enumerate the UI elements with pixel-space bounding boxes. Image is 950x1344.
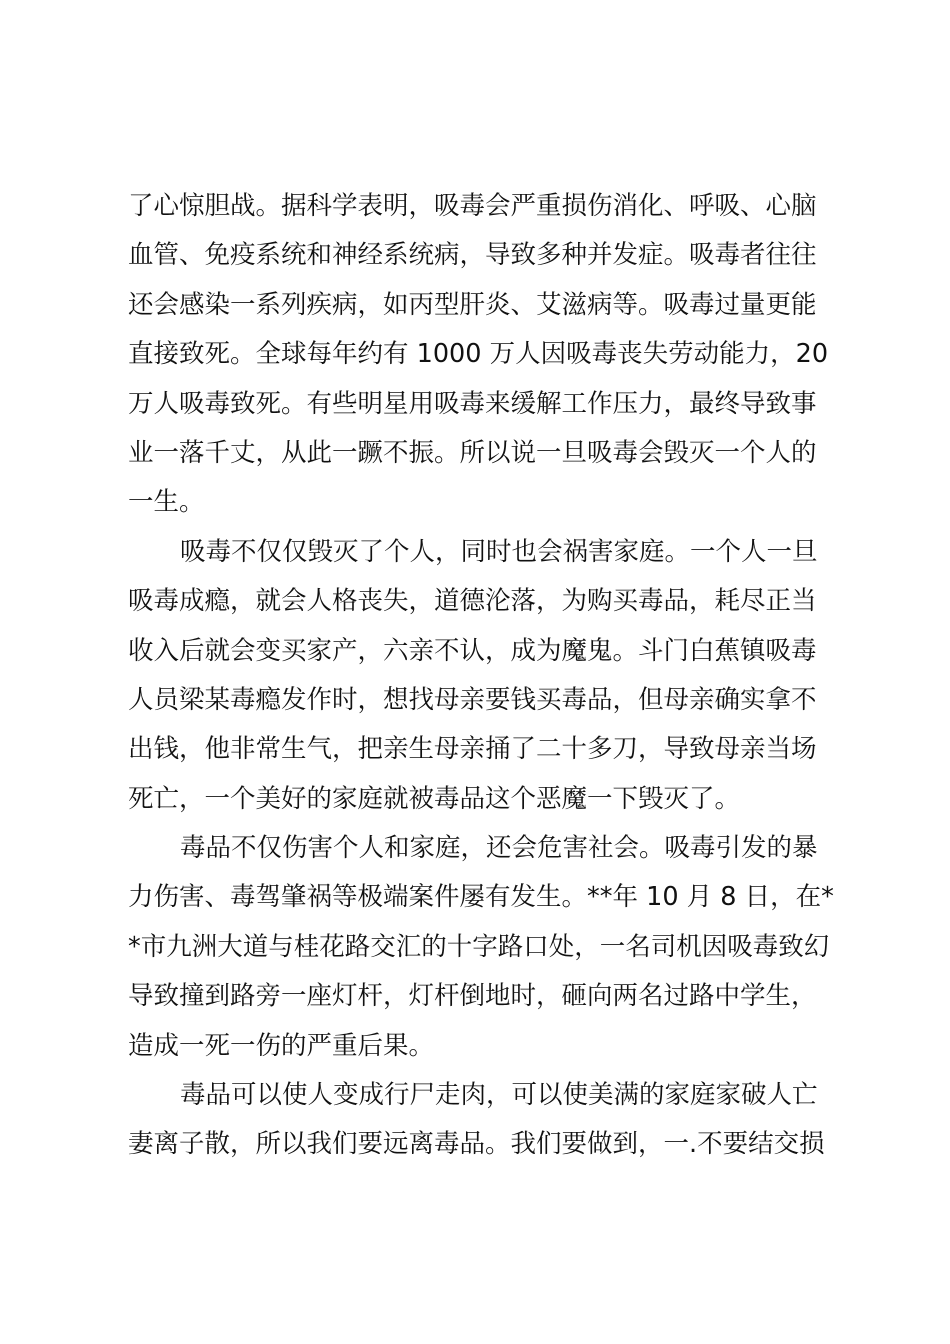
text-line: 妻离子散，所以我们要远离毒品。我们要做到，一.不要结交损	[128, 1129, 825, 1160]
text-line: 收入后就会变买家产，六亲不认，成为魔鬼。斗门白蕉镇吸毒	[128, 635, 817, 666]
paragraph-2	[128, 528, 830, 824]
paragraph-1	[128, 182, 830, 528]
text-line: 出钱，他非常生气，把亲生母亲捅了二十多刀，导致母亲当场	[128, 734, 817, 765]
paragraph-4	[128, 1071, 830, 1170]
text-line: 还会感染一系列疾病，如丙型肝炎、艾滋病等。吸毒过量更能	[128, 289, 817, 320]
text-line: 吸毒成瘾，就会人格丧失，道德沦落，为购买毒品，耗尽正当	[128, 586, 817, 617]
text-line: 人员梁某毒瘾发作时，想找母亲要钱买毒品，但母亲确实拿不	[128, 684, 817, 715]
text-line: *市九洲大道与桂花路交汇的十字路口处，一名司机因吸毒致幻	[128, 931, 830, 962]
text-line: 了心惊胆战。据科学表明，吸毒会严重损伤消化、呼吸、心脑	[128, 191, 817, 221]
text-line: 一生。	[128, 487, 205, 518]
text-line: 业一落千丈，从此一蹶不振。所以说一旦吸毒会毁灭一个人的	[128, 437, 817, 468]
paragraph-3	[128, 824, 834, 1071]
text-line: 导致撞到路旁一座灯杆，灯杆倒地时，砸向两名过路中学生，	[128, 981, 817, 1012]
text-line: 毒品可以使人变成行尸走肉，可以使美满的家庭家破人亡	[180, 1080, 818, 1111]
text-line: 造成一死一伤的严重后果。	[128, 1030, 435, 1061]
text-line: 死亡，一个美好的家庭就被毒品这个恶魔一下毁灭了。	[128, 783, 741, 814]
document-body	[128, 182, 834, 1170]
text-line: 万人吸毒致死。有些明星用吸毒来缓解工作压力，最终导致事	[128, 388, 817, 419]
text-line: 毒品不仅伤害个人和家庭，还会危害社会。吸毒引发的暴	[180, 833, 818, 864]
text-line: 力伤害、毒驾肇祸等极端案件屡有发生。**年 10 月 8 日，在*	[128, 882, 834, 913]
text-line: 血管、免疫系统和神经系统病，导致多种并发症。吸毒者往往	[128, 240, 817, 271]
text-line: 直接致死。全球每年约有 1000 万人因吸毒丧失劳动能力，20	[128, 339, 829, 370]
text-line: 吸毒不仅仅毁灭了个人，同时也会祸害家庭。一个人一旦	[180, 536, 818, 567]
